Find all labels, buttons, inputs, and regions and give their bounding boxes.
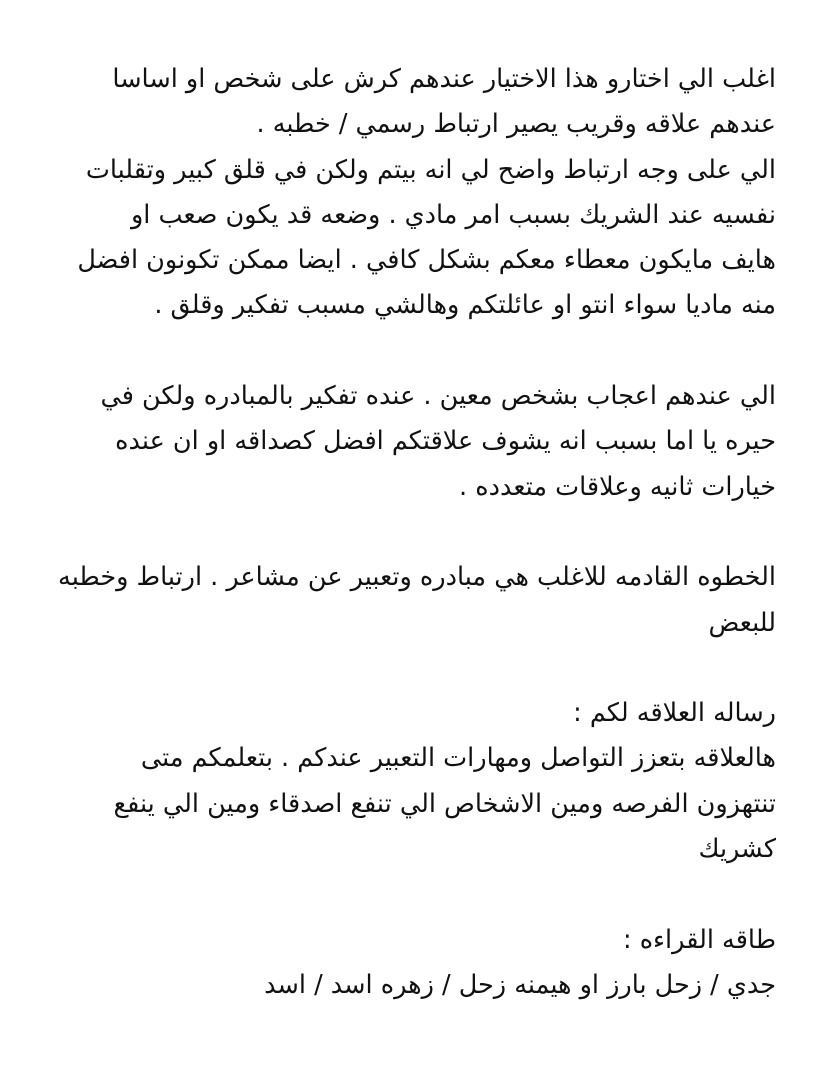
paragraph-reading-energy: [52, 918, 776, 1009]
text-line: كشريك: [698, 834, 776, 865]
paragraph-next-step: [52, 555, 776, 646]
paragraph-admiration: [52, 374, 776, 510]
text-line: حيره يا اما بسبب انه يشوف علاقتكم افضل كصداقه او ان عنده: [115, 426, 776, 457]
text-line: اغلب الي اختارو هذا الاختيار عندهم كرش على شخص او اساسا: [112, 64, 776, 94]
text-line: عندهم علاقه وقريب يصير ارتباط رسمي / خطبه .: [256, 109, 776, 140]
text-line: الي عندهم اعجاب بشخص معين . عنده تفكير بالمبادره ولكن في: [100, 381, 776, 412]
paragraph-spacer: [52, 329, 776, 374]
section-heading: طاقه القراءه :: [623, 924, 776, 955]
text-line: الخطوه القادمه للاغلب هي مبادره وتعبير عن مشاعر . ارتباط وخطبه: [58, 562, 776, 593]
paragraph-spacer: [52, 510, 776, 555]
text-line: خيارات ثانيه وعلاقات متعدده .: [459, 471, 776, 502]
text-line: هايف مايكون معطاء معكم بشكل كافي . ايضا ممكن تكونون افضل: [77, 245, 776, 276]
paragraph-choice-summary: [52, 57, 776, 329]
text-line: هالعلاقه بتعزز التواصل ومهارات التعبير عندكم . بتعلمكم متى: [140, 743, 776, 774]
text-line: للبعض: [708, 607, 776, 638]
text-line: منه ماديا سواء انتو او عائلتكم وهالشي مسبب تفكير وقلق .: [154, 290, 776, 321]
text-line: تنتهزون الفرصه ومين الاشخاص الي تنفع اصدقاء ومين الي ينفع: [113, 788, 776, 819]
paragraph-spacer: [52, 872, 776, 917]
paragraph-spacer: [52, 646, 776, 691]
text-line: نفسيه عند الشريك بسبب امر مادي . وضعه قد يكون صعب او: [130, 199, 776, 230]
text-line: جدي / زحل بارز او هيمنه زحل / زهره اسد / اسد: [264, 969, 776, 1000]
section-heading: رساله العلاقه لكم :: [573, 698, 776, 729]
text-line: الي على وجه ارتباط واضح لي انه بيتم ولكن في قلق كبير وتقلبات: [85, 154, 776, 185]
paragraph-relationship-message: [52, 691, 776, 872]
